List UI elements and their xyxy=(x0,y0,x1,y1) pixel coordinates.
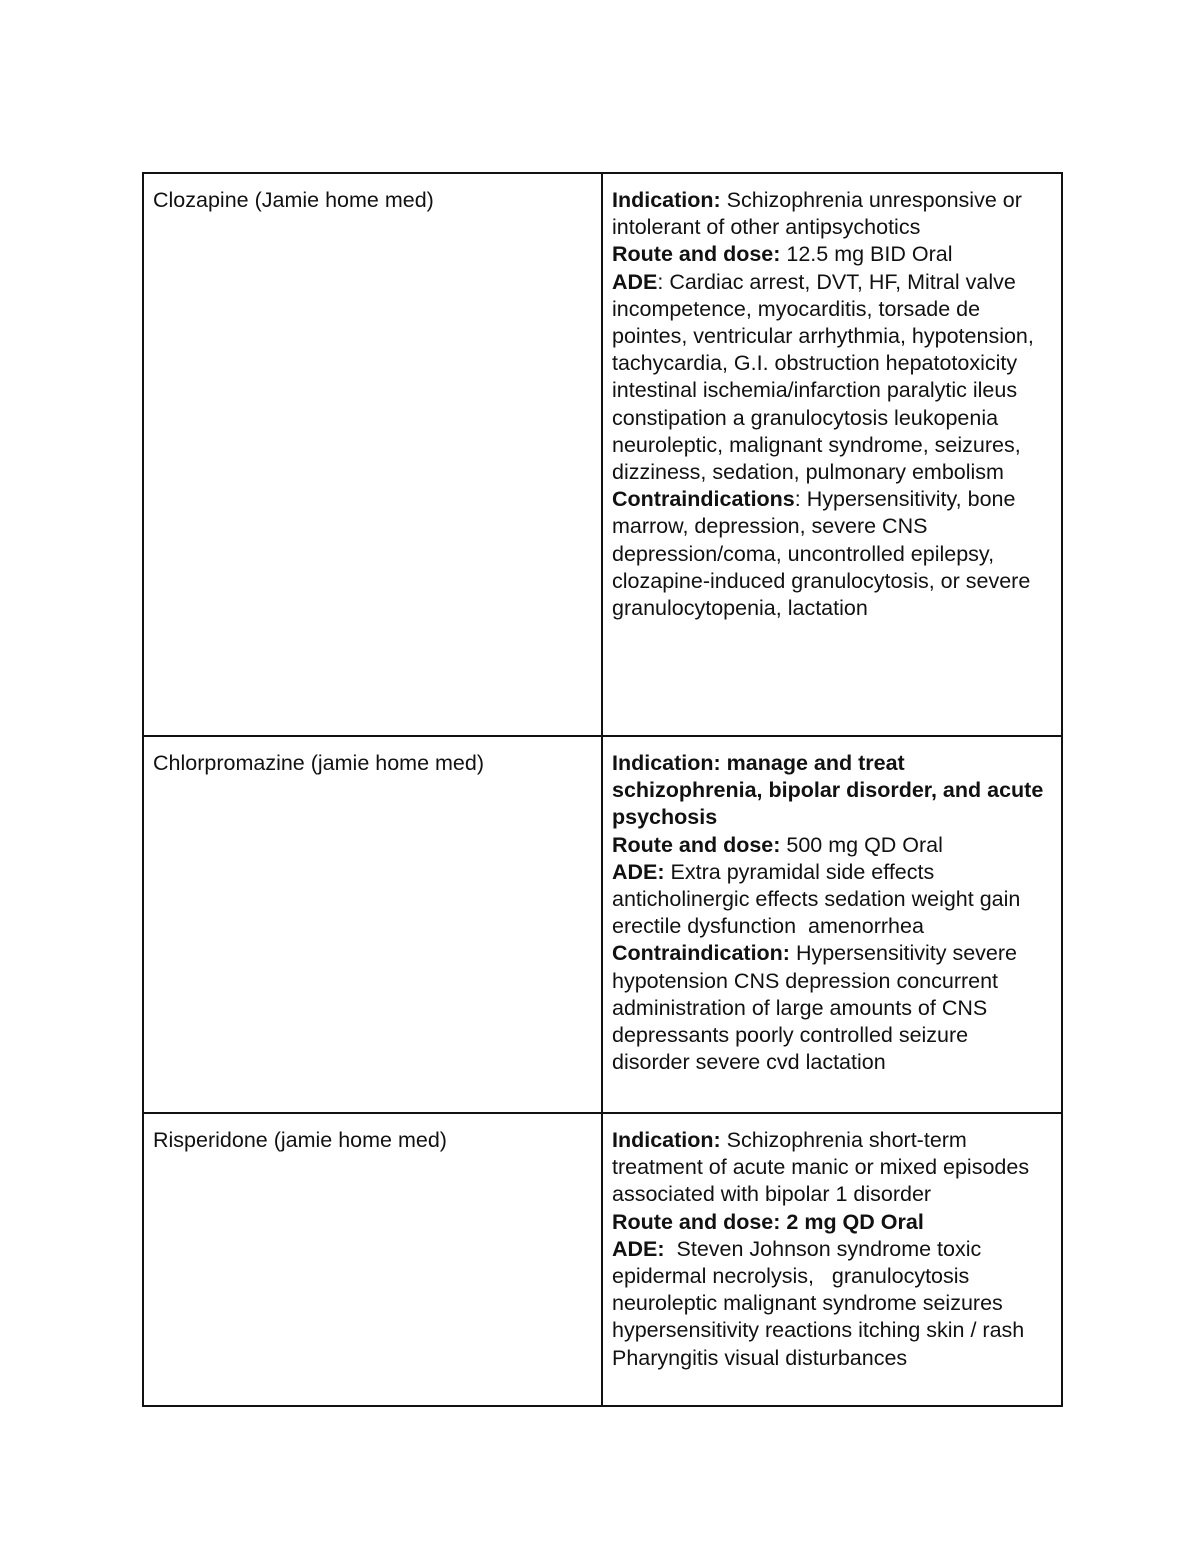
indication-text: Schizophrenia short-term treatment of acute manic or mixed episodes associated with bipolar 1 disorder xyxy=(612,1128,1036,1207)
drug-name-cell xyxy=(143,1113,602,1406)
ade-line xyxy=(612,269,1051,487)
route-line xyxy=(612,241,1051,268)
table-row xyxy=(143,736,1062,1113)
drug-name: Risperidone (jamie home med) xyxy=(153,1128,447,1152)
drug-details-cell xyxy=(602,736,1062,1113)
route-label: Route and dose: xyxy=(612,242,781,267)
route-line xyxy=(612,832,1051,859)
ade-label: ADE: xyxy=(612,859,665,884)
ade-line xyxy=(612,859,1051,941)
medication-table xyxy=(142,172,1063,1407)
drug-details-cell xyxy=(602,1113,1062,1406)
indication-text: Schizophrenia unresponsive or intolerant of other antipsychotics xyxy=(612,188,1028,240)
contraindication-line xyxy=(612,486,1051,622)
contraindication-text: : Hypersensitivity, bone marrow, depression, severe CNS depression/coma, uncontrolled epilepsy, clozapine-induced granulocytosis, or severe granulocytopenia, lactation xyxy=(612,487,1037,621)
drug-details-cell xyxy=(602,173,1062,736)
indication-text: manage and treat schizophrenia, bipolar disorder, and acute psychosis xyxy=(612,751,1050,830)
drug-name-cell xyxy=(143,173,602,736)
ade-line xyxy=(612,1236,1051,1372)
route-line xyxy=(612,1209,1051,1236)
ade-text: : Cardiac arrest, DVT, HF, Mitral valve incompetence, myocarditis, torsade de pointes, ventricular arrhythmia, hypotension, tachycardia, G.I. obstruction hepatotoxicity intestinal ischemia/infarction paralytic ileus constipation a granulocytosis leukopenia neuroleptic, malignant syndrome, seizures, dizziness, sedation, pulmonary embolism xyxy=(612,269,1040,485)
drug-name-cell xyxy=(143,736,602,1113)
ade-label: ADE: xyxy=(612,1236,665,1261)
ade-text: Steven Johnson syndrome toxic epidermal necrolysis, granulocytosis neuroleptic malignant syndrome seizures hypersensitivity reactions itching skin / rash Pharyngitis visual disturbances xyxy=(612,1236,1031,1370)
route-text: 500 mg QD Oral xyxy=(780,832,943,857)
ade-label: ADE xyxy=(612,269,658,294)
contraindication-label: Contraindications xyxy=(612,487,795,512)
contraindication-text: Hypersensitivity severe hypotension CNS depression concurrent administration of large amounts of CNS depressants poorly controlled seizure disorder severe cvd lactation xyxy=(612,941,1023,1075)
contraindication-label: Contraindication: xyxy=(612,941,790,966)
route-text: 12.5 mg BID Oral xyxy=(780,242,953,267)
drug-name: Chlorpromazine (jamie home med) xyxy=(153,751,484,775)
route-label: Route and dose: xyxy=(612,1209,781,1234)
ade-text: Extra pyramidal side effects anticholinergic effects sedation weight gain erectile dysfunction amenorrhea xyxy=(612,859,1027,939)
indication-line xyxy=(612,750,1051,832)
indication-label: Indication: xyxy=(612,751,721,775)
table-row xyxy=(143,173,1062,736)
route-text: 2 mg QD Oral xyxy=(780,1209,924,1234)
table-row xyxy=(143,1113,1062,1406)
drug-name: Clozapine (Jamie home med) xyxy=(153,188,434,212)
indication-label: Indication: xyxy=(612,1128,721,1152)
indication-label: Indication: xyxy=(612,188,721,212)
route-label: Route and dose: xyxy=(612,832,781,857)
indication-line xyxy=(612,1127,1051,1209)
contraindication-line xyxy=(612,940,1051,1076)
indication-line xyxy=(612,187,1051,241)
